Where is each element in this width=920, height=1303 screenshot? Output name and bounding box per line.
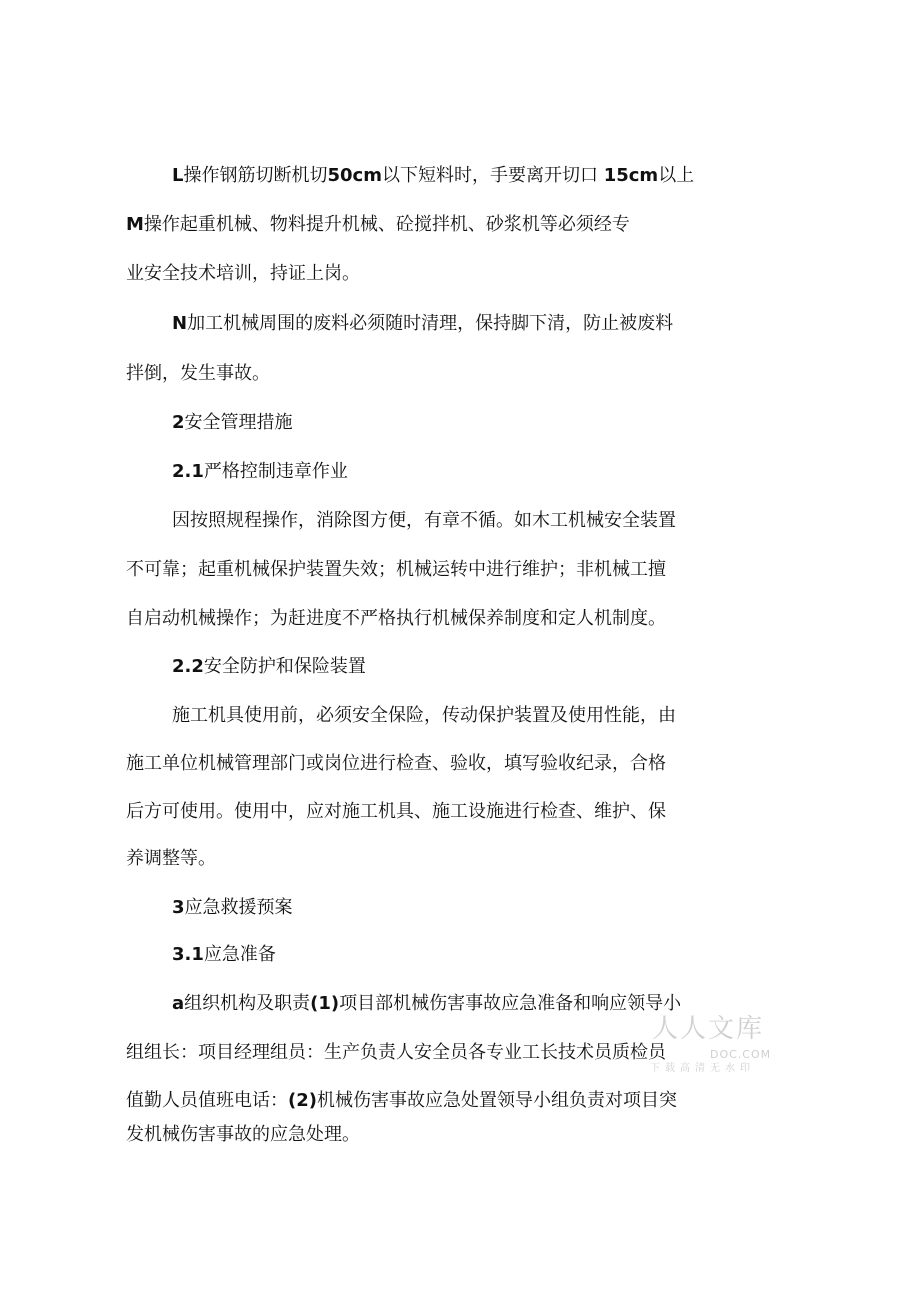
heading-text: 安全管理措施 xyxy=(184,412,293,433)
paragraph-line xyxy=(126,846,736,872)
line-text: 发机械伤害事故的应急处理。 xyxy=(126,1124,360,1145)
item-number: (2) xyxy=(288,1090,317,1111)
watermark-title: 人人文库 xyxy=(652,1014,765,1044)
heading-text: 安全防护和保险装置 xyxy=(203,656,366,677)
paragraph-line xyxy=(126,212,736,238)
paragraph-line xyxy=(126,261,736,287)
heading-text: 应急准备 xyxy=(203,944,276,965)
section-heading xyxy=(172,942,732,968)
line-text: 因按照规程操作，消除图方便，有章不循。如木工机械安全装置 xyxy=(172,510,676,531)
measurement: 15cm xyxy=(603,165,659,186)
paragraph-line xyxy=(172,311,732,337)
line-text: 业安全技术培训，持证上岗。 xyxy=(126,263,360,284)
line-text: 养调整等。 xyxy=(126,848,216,869)
line-text: 操作起重机械、物料提升机械、砼搅拌机、砂浆机等必须经专 xyxy=(143,214,630,235)
line-text: 值勤人员值班电话： xyxy=(126,1090,288,1111)
section-number: 3 xyxy=(172,897,185,918)
heading-text: 应急救援预案 xyxy=(184,897,293,918)
paragraph-line xyxy=(172,508,732,534)
paragraph-line xyxy=(126,606,736,632)
paragraph-line xyxy=(172,703,732,729)
item-marker: L xyxy=(172,165,184,186)
line-text: 项目部机械伤害事故应急准备和响应领导小 xyxy=(339,993,682,1014)
paragraph-line xyxy=(126,1088,736,1114)
measurement: 50cm xyxy=(327,165,382,186)
item-marker: N xyxy=(172,313,188,334)
section-number: 2 xyxy=(172,412,185,433)
line-text: 机械伤害事故应急处置领导小组负责对项目突 xyxy=(316,1090,677,1111)
paragraph-line xyxy=(172,163,732,189)
section-number: 2.2 xyxy=(172,656,204,677)
paragraph-line xyxy=(126,1122,736,1148)
paragraph-line xyxy=(126,361,736,387)
item-marker: a xyxy=(172,993,185,1014)
watermark-logo xyxy=(644,1012,784,1078)
line-text: 拌倒，发生事故。 xyxy=(126,363,270,384)
line-text: 操作钢筋切断机切 xyxy=(183,165,328,186)
section-heading xyxy=(172,654,732,680)
watermark-subtitle: 下载高清无水印 xyxy=(650,1063,755,1074)
paragraph-line xyxy=(126,557,736,583)
paragraph-line xyxy=(126,751,736,777)
line-text: 不可靠；起重机械保护装置失效；机械运转中进行维护；非机械工擅 xyxy=(126,559,666,580)
section-heading xyxy=(172,459,732,485)
paragraph-line xyxy=(126,799,736,825)
line-text: 加工机械周围的废料必须随时清理，保持脚下清，防止被废料 xyxy=(187,313,674,334)
heading-text: 严格控制违章作业 xyxy=(203,461,348,482)
line-text: 以上 xyxy=(658,165,695,186)
section-number: 2.1 xyxy=(172,461,204,482)
line-text: 后方可使用。使用中，应对施工机具、施工设施进行检查、维护、保 xyxy=(126,801,666,822)
section-number: 3.1 xyxy=(172,944,204,965)
watermark-site: DOC.COM xyxy=(710,1048,772,1061)
line-text: 以下短料时，手要离开切口 xyxy=(381,165,604,186)
section-heading xyxy=(172,410,732,436)
line-text: 组织机构及职责 xyxy=(184,993,311,1014)
line-text: 施工单位机械管理部门或岗位进行检查、验收，填写验收纪录，合格 xyxy=(126,753,666,774)
line-text: 自启动机械操作；为赶进度不严格执行机械保养制度和定人机制度。 xyxy=(126,608,666,629)
section-heading xyxy=(172,895,732,921)
item-number: (1) xyxy=(310,993,340,1014)
line-text: 组组长：项目经理组员：生产负责人安全员各专业工长技术员质检员 xyxy=(126,1042,666,1063)
item-marker: M xyxy=(126,214,144,235)
line-text: 施工机具使用前，必须安全保险，传动保护装置及使用性能，由 xyxy=(172,705,676,726)
